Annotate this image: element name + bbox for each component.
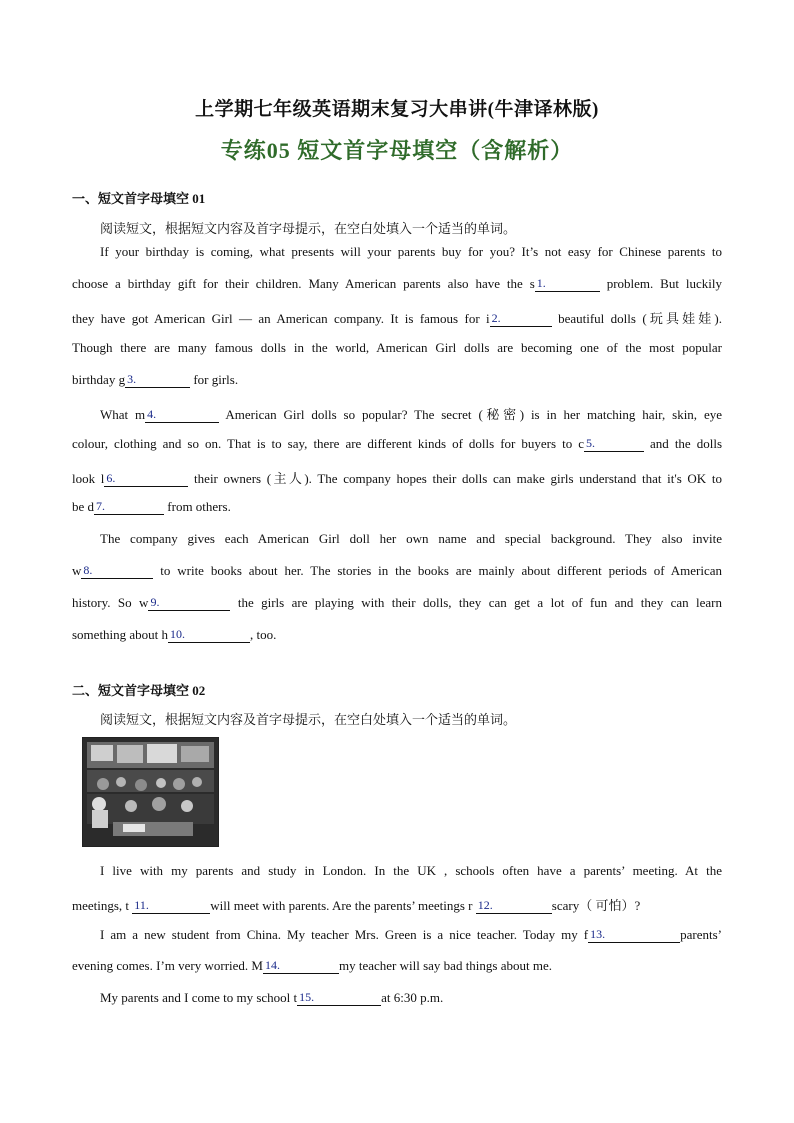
blank-8[interactable]: 8. [81, 564, 153, 579]
section1-instruction: 阅读短文，根据短文内容及首字母提示，在空白处填入一个适当的单词。 [100, 221, 517, 236]
section2-instruction: 阅读短文，根据短文内容及首字母提示，在空白处填入一个适当的单词。 [100, 712, 517, 727]
s1-p2-line1: What m 4. American Girl dolls so popular? The secret (秘密) is in her matching hair, skin, eye [100, 407, 723, 422]
s2-p1-line2: meetings, t 11. will meet with parents. Are the parents’ meetings r 12. scary（ 可怕）? [72, 898, 641, 913]
blank-15[interactable]: 15. [297, 991, 381, 1006]
blank-4[interactable]: 4. [145, 408, 219, 423]
s1-p1-line5: birthday g 3. for girls. [72, 372, 239, 387]
classroom-photo-image [83, 738, 218, 846]
s1-p3-line4: something about h 10. , too. [72, 627, 277, 642]
s2-p1-line1: I live with my parents and study in London. In the UK , schools often have a parents’ meeting. At the [100, 863, 722, 878]
section1-heading: 一、短文首字母填空 01 [72, 191, 206, 206]
blank-10[interactable]: 10. [168, 628, 250, 643]
blank-6[interactable]: 6. [104, 472, 188, 487]
s1-p2-line4: be d 7. from others. [72, 499, 231, 514]
blank-3[interactable]: 3. [125, 373, 190, 388]
s1-p1-line2: choose a birthday gift for their children. Many American parents also have the s 1. problem. But luckily [72, 276, 722, 291]
s2-p3-line1: My parents and I come to my school t 15. at 6:30 p.m. [100, 990, 444, 1005]
s1-p1-line1: If your birthday is coming, what presents will your parents buy for you? It’s not easy for Chinese parents to [100, 244, 722, 259]
s1-p2-line2: colour, clothing and so on. That is to say, there are different kinds of dolls for buyers to c 5. and the dolls [72, 436, 723, 451]
s1-p1-line4: Though there are many famous dolls in the world, American Girl dolls are becoming one of the most popular [72, 340, 722, 355]
blank-11[interactable]: 11. [132, 899, 210, 914]
section2-heading: 二、短文首字母填空 02 [72, 683, 206, 698]
s2-p2-line1: I am a new student from China. My teacher Mrs. Green is a nice teacher. Today my f 13. parents’ [100, 927, 722, 942]
s2-p2-line2: evening comes. I’m very worried. M 14. my teacher will say bad things about me. [72, 958, 552, 973]
blank-13[interactable]: 13. [588, 928, 680, 943]
s1-p3-line3: history. So w 9. the girls are playing with their dolls, they can get a lot of fun and they can learn [72, 595, 723, 610]
blank-9[interactable]: 9. [148, 596, 230, 611]
blank-2[interactable]: 2. [490, 312, 552, 327]
blank-5[interactable]: 5. [584, 437, 644, 452]
s1-p3-line1: The company gives each American Girl doll her own name and special background. They also invite [100, 531, 722, 546]
s1-p1-line3: they have got American Girl — an American company. It is famous for i 2. beautiful dolls (玩具娃娃). [72, 311, 722, 326]
document-title: 上学期七年级英语期末复习大串讲(牛津译林版) [195, 99, 599, 120]
s1-p3-line2: w 8. to write books about her. The stories in the books are mainly about different periods of American [72, 563, 722, 578]
blank-12[interactable]: 12. [476, 899, 552, 914]
blank-1[interactable]: 1. [535, 277, 600, 292]
document-subtitle: 专练05 短文首字母填空（含解析） [220, 138, 574, 163]
s1-p2-line3: look l 6. their owners (主人). The company hopes their dolls can make girls understand that it's OK to [72, 471, 722, 486]
classroom-photo [82, 737, 219, 847]
blank-7[interactable]: 7. [94, 500, 164, 515]
blank-14[interactable]: 14. [263, 959, 339, 974]
